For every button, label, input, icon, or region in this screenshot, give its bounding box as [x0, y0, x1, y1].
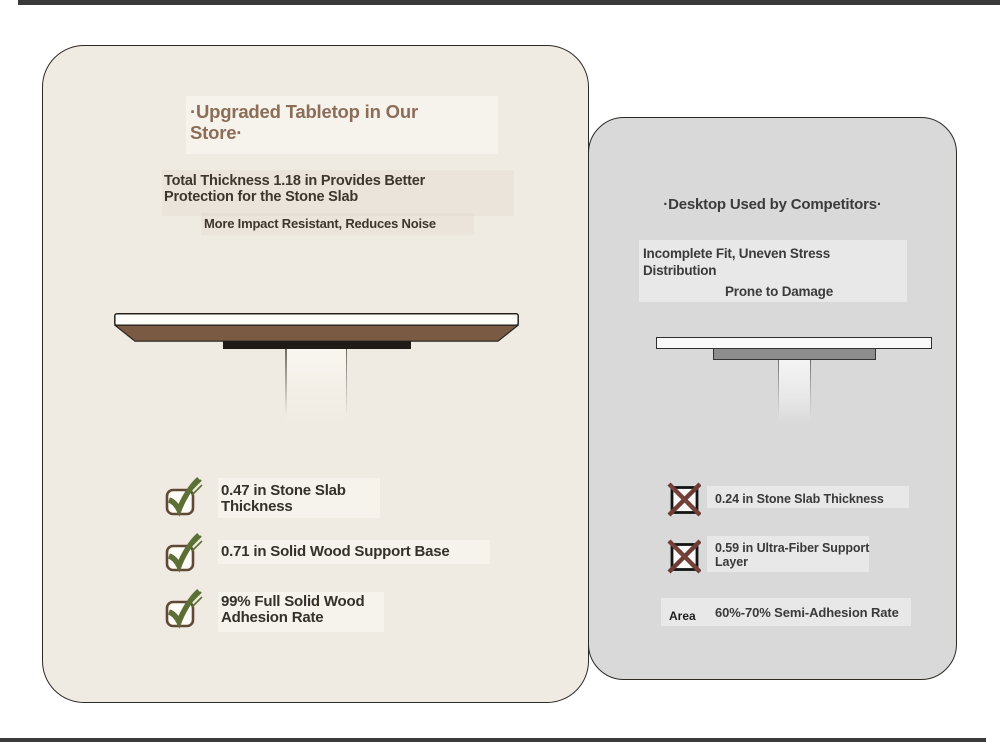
area-label: Area — [669, 609, 696, 623]
check-icon — [161, 474, 203, 518]
top-divider-bar — [18, 0, 1000, 5]
competitor-item-line: 0.59 in Ultra-Fiber Support — [715, 541, 870, 555]
store-item-line: 0.47 in Stone Slab — [221, 482, 346, 499]
competitor-item-line: 0.24 in Stone Slab Thickness — [715, 492, 884, 506]
competitor-note: Prone to Damage — [725, 284, 834, 299]
competitor-title: ·Desktop Used by Competitors· — [663, 196, 882, 213]
store-title-line: Store· — [190, 121, 243, 143]
store-note: More Impact Resistant, Reduces Noise — [204, 216, 436, 231]
store-title-line: ·Upgraded Tabletop in Our — [190, 101, 418, 122]
competitor-item: 60%-70% Semi-Adhesion Rate — [715, 605, 899, 620]
competitor-subtitle — [643, 245, 873, 279]
store-subtitle-line: Protection for the Stone Slab — [164, 188, 358, 205]
competitor-subtitle-line: Distribution — [643, 263, 717, 278]
store-tabletop-diagram — [114, 313, 519, 342]
competitor-item — [715, 493, 935, 507]
competitor-item-line: Layer — [715, 554, 748, 569]
store-item-line: 99% Full Solid Wood — [221, 593, 365, 610]
competitor-table-leg-diagram — [778, 360, 811, 424]
competitor-subtitle-line: Incomplete Fit, Uneven Stress — [643, 246, 831, 261]
competitor-card — [588, 117, 957, 680]
store-item — [221, 544, 521, 560]
bottom-divider-bar — [0, 738, 986, 742]
store-table-leg-diagram — [285, 349, 347, 423]
store-subtitle — [164, 174, 464, 205]
store-card — [42, 45, 589, 703]
check-icon — [161, 586, 203, 630]
store-title — [190, 102, 440, 143]
cross-icon — [667, 538, 701, 574]
store-item — [221, 594, 521, 625]
store-subtitle-line: Total Thickness 1.18 in Provides Better — [164, 173, 426, 189]
store-item-line: Thickness — [221, 497, 293, 515]
store-item-line: Adhesion Rate — [221, 608, 324, 626]
competitor-fiber-support-diagram — [713, 348, 876, 360]
check-icon — [161, 530, 203, 574]
store-support-base-diagram — [223, 341, 411, 349]
store-item — [221, 483, 521, 514]
cross-icon — [667, 481, 701, 517]
competitor-item — [715, 542, 935, 569]
store-item-line: 0.71 in Solid Wood Support Base — [221, 543, 450, 560]
